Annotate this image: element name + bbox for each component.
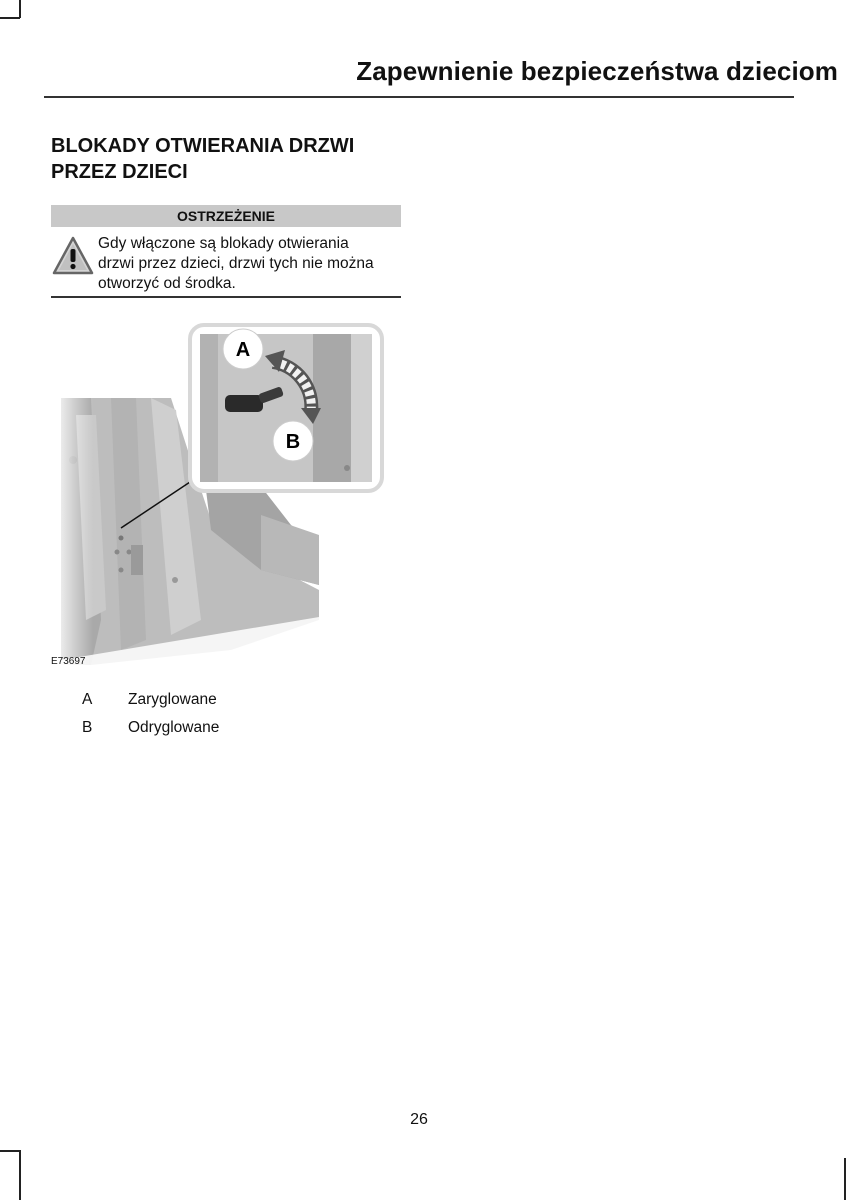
door-child-lock-illustration [51, 320, 401, 670]
page-number: 26 [410, 1111, 428, 1128]
warning-text [98, 234, 404, 294]
crop-mark [0, 1150, 20, 1152]
callout-b-label: B [285, 431, 301, 453]
legend-key: A [82, 691, 93, 708]
warning-text-line: Gdy włączone są blokady otwierania [98, 235, 349, 252]
header-divider [44, 96, 794, 98]
warning-text-line: drzwi przez dzieci, drzwi tych nie można [98, 255, 374, 272]
warning-heading: OSTRZEŻENIE [51, 205, 401, 227]
legend-label: Zaryglowane [128, 691, 217, 708]
legend-label: Odryglowane [128, 719, 220, 736]
crop-mark [19, 1150, 21, 1200]
callout-a-label: A [235, 339, 251, 361]
warning-divider [51, 296, 401, 298]
figure-id: E73697 [51, 656, 86, 667]
warning-text-line: otworzyć od środka. [98, 275, 236, 292]
legend-key: B [82, 719, 93, 736]
warning-triangle-icon [52, 236, 94, 276]
section-title-line: BLOKADY OTWIERANIA DRZWI [51, 135, 355, 157]
crop-mark [0, 17, 20, 19]
page-header-title: Zapewnienie bezpieczeństwa dzieciom [356, 56, 838, 86]
crop-mark [844, 1158, 846, 1200]
inset-detail [190, 325, 382, 491]
section-title-line: PRZEZ DZIECI [51, 161, 188, 183]
section-title [51, 133, 411, 185]
crop-mark [19, 0, 21, 18]
